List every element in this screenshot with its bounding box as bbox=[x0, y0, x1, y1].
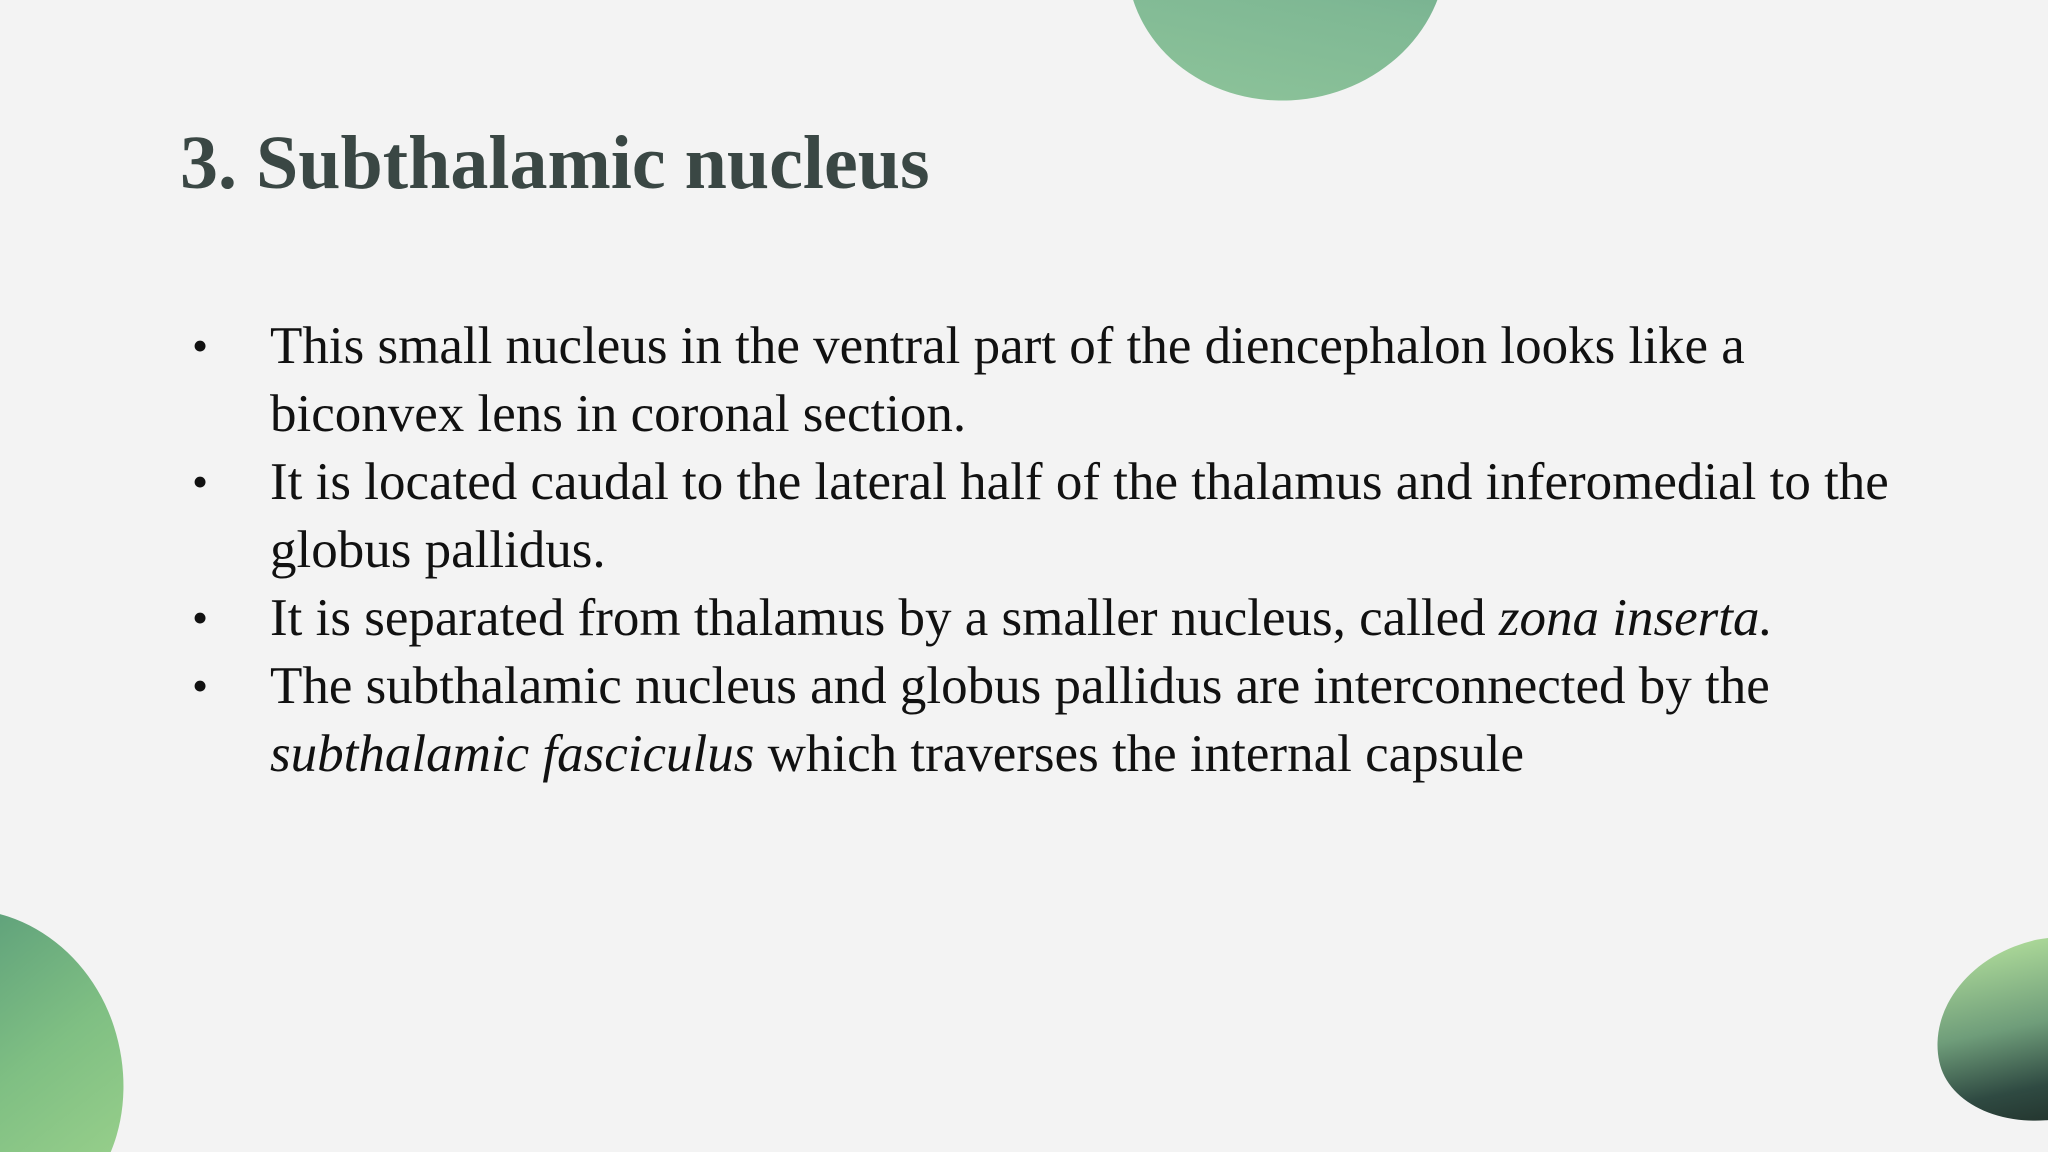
bullet-text: The subthalamic nucleus and globus pallidus are interconnected by the bbox=[270, 657, 1770, 715]
bullet-list bbox=[185, 312, 1905, 788]
decorative-blob-bottom-right bbox=[1919, 919, 2048, 1141]
decorative-blob-bottom-left bbox=[0, 869, 165, 1152]
bullet-text: This small nucleus in the ventral part of the diencephalon looks like a biconvex lens in coronal section. bbox=[270, 317, 1745, 443]
bullet-icon: • bbox=[192, 456, 209, 507]
bullet-item-2 bbox=[185, 448, 1905, 584]
bullet-item-4 bbox=[185, 652, 1905, 788]
decorative-blob-top bbox=[1115, 0, 1465, 121]
bullet-text: It is located caudal to the lateral half of the thalamus and inferomedial to the globus pallidus. bbox=[270, 453, 1889, 579]
bullet-icon: • bbox=[192, 660, 209, 711]
bullet-item-1 bbox=[185, 312, 1905, 448]
bullet-item-3 bbox=[185, 584, 1905, 652]
bullet-icon: • bbox=[192, 320, 209, 371]
term-subthalamic-fasciculus: subthalamic fasciculus bbox=[270, 725, 755, 783]
bullet-text: It is separated from thalamus by a smaller nucleus, called bbox=[270, 589, 1499, 647]
slide-title: 3. Subthalamic nucleus bbox=[180, 121, 930, 205]
bullet-icon: • bbox=[192, 592, 209, 643]
term-zona-inserta: zona inserta. bbox=[1498, 589, 1773, 647]
bullet-text-continued: which traverses the internal capsule bbox=[754, 725, 1524, 783]
